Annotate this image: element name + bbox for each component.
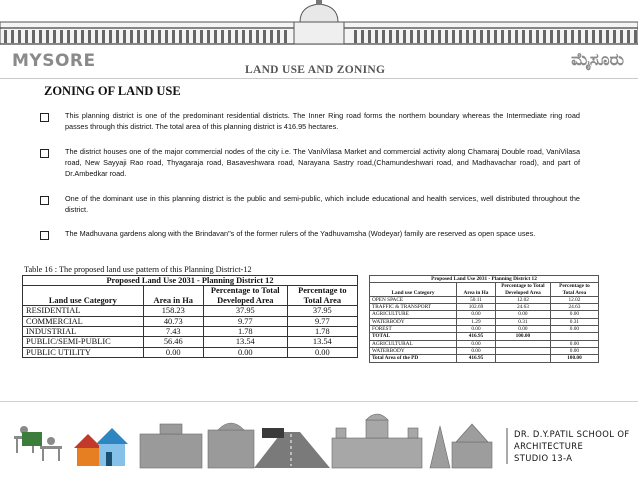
table-cell: TRAFFIC & TRANSPORT — [370, 304, 457, 311]
column-header: Percentage to Total Developed Area — [495, 283, 550, 297]
column-header: Percentage to Total Area — [550, 283, 598, 297]
baluster-post — [172, 30, 175, 43]
baluster-post — [46, 30, 49, 43]
baluster-post — [459, 30, 462, 43]
baluster-post — [95, 30, 98, 43]
baluster-post — [11, 30, 14, 43]
baluster-post — [557, 30, 560, 43]
table-cell — [550, 333, 598, 340]
table-cell: 0.00 — [550, 340, 598, 347]
baluster-post — [18, 30, 21, 43]
table-cell: 0.00 — [203, 347, 287, 357]
table-cell — [495, 355, 550, 362]
baluster-post — [529, 30, 532, 43]
bullet-text: This planning district is one of the predominant residential districts. The Inner Ring road forms the northern boundary whereas the Intermediate ring road passes through this district. The total area of this planning district is 416.95 hectares. — [65, 111, 580, 132]
table-cell: AGRICULTURAL — [370, 340, 457, 347]
table-row — [23, 347, 358, 357]
baluster-post — [53, 30, 56, 43]
baluster-post — [403, 30, 406, 43]
bullet-item — [40, 228, 580, 240]
baluster-post — [277, 30, 280, 43]
baluster-post — [242, 30, 245, 43]
baluster-post — [543, 30, 546, 43]
table-cell: 0.00 — [457, 326, 496, 333]
table-cell: 9.77 — [203, 316, 287, 326]
baluster-post — [550, 30, 553, 43]
baluster-post — [179, 30, 182, 43]
table-cell: 0.00 — [143, 347, 203, 357]
baluster-post — [130, 30, 133, 43]
baluster-post — [354, 30, 357, 43]
baluster-post — [25, 30, 28, 43]
baluster-post — [634, 30, 637, 43]
table-row — [23, 337, 358, 347]
baluster-post — [249, 30, 252, 43]
table-cell: 1.78 — [287, 327, 357, 337]
baluster-post — [158, 30, 161, 43]
baluster-post — [200, 30, 203, 43]
baluster-post — [221, 30, 224, 43]
baluster-post — [368, 30, 371, 43]
baluster-post — [578, 30, 581, 43]
baluster-post — [81, 30, 84, 43]
table-row — [370, 311, 599, 318]
table-cell: PUBLIC/SEMI-PUBLIC — [23, 337, 144, 347]
table-cell: WATERBODY — [370, 318, 457, 325]
table-cell: 9.77 — [287, 316, 357, 326]
table-cell: 40.73 — [143, 316, 203, 326]
baluster-post — [396, 30, 399, 43]
baluster-post — [501, 30, 504, 43]
table-cell: COMMERCIAL — [23, 316, 144, 326]
column-header: Percentage to Total Area — [287, 286, 357, 306]
table-cell: 0.00 — [457, 347, 496, 354]
baluster-post — [74, 30, 77, 43]
table-title: Proposed Land Use 2031 - Planning District 12 — [370, 276, 599, 283]
baluster-post — [361, 30, 364, 43]
table-cell: 13.54 — [203, 337, 287, 347]
table-cell: Total Area of the PD — [370, 355, 457, 362]
checkbox-bullet-icon — [40, 149, 49, 158]
table-cell: 0.00 — [457, 311, 496, 318]
table-cell: AGRICULTURE — [370, 311, 457, 318]
table-cell: 0.00 — [287, 347, 357, 357]
baluster-post — [193, 30, 196, 43]
baluster-post — [424, 30, 427, 43]
baluster-post — [123, 30, 126, 43]
table-row — [23, 316, 358, 326]
table-cell: 37.95 — [203, 306, 287, 316]
table-cell: 1.78 — [203, 327, 287, 337]
baluster-post — [620, 30, 623, 43]
bullet-item — [40, 110, 580, 132]
baluster-post — [235, 30, 238, 43]
table-cell: PUBLIC UTILITY — [23, 347, 144, 357]
table-cell: 12.02 — [550, 296, 598, 303]
baluster-post — [382, 30, 385, 43]
table-row — [370, 355, 599, 362]
table-title: Proposed Land Use 2031 - Planning District 12 — [23, 276, 358, 286]
table-cell: RESIDENTIAL — [23, 306, 144, 316]
header-divider — [0, 78, 638, 79]
bullet-item — [40, 146, 580, 180]
baluster-post — [60, 30, 63, 43]
table-cell: INDUSTRIAL — [23, 327, 144, 337]
table-row — [370, 347, 599, 354]
baluster-post — [487, 30, 490, 43]
table-cell: WATERBODY — [370, 347, 457, 354]
baluster-post — [613, 30, 616, 43]
baluster-post — [144, 30, 147, 43]
city-name-kannada: ಮೈಸೂರು — [571, 50, 624, 69]
table-cell: 12.02 — [495, 296, 550, 303]
checkbox-bullet-icon — [40, 196, 49, 205]
table-cell: 37.95 — [287, 306, 357, 316]
table-cell: 0.00 — [550, 311, 598, 318]
bullet-text: The district houses one of the major commercial nodes of the city i.e. The VaniVilasa Market and commercial activity along Chamaraj Double road, VaniVilasa road, New Sayyaji Rao road, Thyagaraja road, Basaveshwara road, Narayana Sastry road,(Chamundeshwari road, and Madhavachar road), and part of Dr.Ambedkar road. — [65, 147, 580, 179]
land-use-table — [22, 275, 358, 358]
baluster-post — [508, 30, 511, 43]
column-header: Percentage to Total Developed Area — [203, 286, 287, 306]
school-name-line: ARCHITECTURE — [514, 441, 584, 451]
baluster-post — [571, 30, 574, 43]
baluster-post — [67, 30, 70, 43]
baluster-post — [410, 30, 413, 43]
table-row — [370, 318, 599, 325]
table-cell: FOREST — [370, 326, 457, 333]
baluster-post — [592, 30, 595, 43]
baluster-post — [536, 30, 539, 43]
baluster-post — [270, 30, 273, 43]
table-row — [370, 326, 599, 333]
baluster-post — [564, 30, 567, 43]
baluster-post — [522, 30, 525, 43]
table-cell: TOTAL — [370, 333, 457, 340]
header-band — [0, 0, 638, 78]
baluster-post — [452, 30, 455, 43]
baluster-post — [102, 30, 105, 43]
studio-line: STUDIO 13-A — [514, 453, 573, 463]
baluster-post — [480, 30, 483, 43]
table-cell: 24.63 — [495, 304, 550, 311]
land-use-table-continued — [369, 275, 599, 363]
page-heading: ZONING OF LAND USE — [44, 84, 181, 98]
baluster-post — [165, 30, 168, 43]
baluster-post — [39, 30, 42, 43]
table-cell: 0.00 — [495, 311, 550, 318]
table-cell: OPEN SPACE — [370, 296, 457, 303]
baluster-post — [137, 30, 140, 43]
baluster-post — [473, 30, 476, 43]
column-header: Area in Ha — [143, 286, 203, 306]
baluster-post — [109, 30, 112, 43]
school-name-line: DR. D.Y.PATIL SCHOOL OF — [514, 429, 630, 439]
section-title: LAND USE AND ZONING — [245, 64, 386, 76]
baluster-post — [32, 30, 35, 43]
table-cell: 1.29 — [457, 318, 496, 325]
table-cell: 0.00 — [495, 326, 550, 333]
baluster-post — [207, 30, 210, 43]
table-row — [23, 306, 358, 316]
table-cell: 0.31 — [495, 318, 550, 325]
baluster-post — [445, 30, 448, 43]
baluster-post — [284, 30, 287, 43]
table-cell: 416.95 — [457, 333, 496, 340]
baluster-post — [627, 30, 630, 43]
table-cell: 0.00 — [550, 326, 598, 333]
table-cell: 0.31 — [550, 318, 598, 325]
baluster-post — [186, 30, 189, 43]
baluster-post — [494, 30, 497, 43]
baluster-post — [88, 30, 91, 43]
table-row — [370, 340, 599, 347]
baluster-post — [214, 30, 217, 43]
table-cell — [495, 347, 550, 354]
baluster-post — [4, 30, 7, 43]
checkbox-bullet-icon — [40, 113, 49, 122]
column-header: Land use Category — [370, 283, 457, 297]
baluster-post — [431, 30, 434, 43]
table-cell: 50.11 — [457, 296, 496, 303]
baluster-post — [515, 30, 518, 43]
baluster-post — [389, 30, 392, 43]
table-cell: 100.00 — [495, 333, 550, 340]
bullet-text: One of the dominant use in this planning district is the public and semi-public, which include educational and health services, well distributed throughout the district. — [65, 194, 580, 215]
table-caption: Table 16 : The proposed land use pattern of this Planning District-12 — [24, 265, 252, 274]
table-row — [370, 333, 599, 340]
table-cell: 0.00 — [550, 347, 598, 354]
school-credit — [506, 428, 638, 464]
table-row — [370, 304, 599, 311]
baluster-post — [116, 30, 119, 43]
checkbox-bullet-icon — [40, 231, 49, 240]
table-cell: 13.54 — [287, 337, 357, 347]
baluster-post — [151, 30, 154, 43]
table-cell: 100.00 — [550, 355, 598, 362]
table-row — [370, 296, 599, 303]
table-cell: 0.00 — [457, 340, 496, 347]
baluster-post — [417, 30, 420, 43]
column-header: Area in Ha — [457, 283, 496, 297]
baluster-post — [466, 30, 469, 43]
palace-skyline-illustration — [0, 0, 638, 50]
baluster-post — [438, 30, 441, 43]
baluster-post — [228, 30, 231, 43]
table-cell: 56.46 — [143, 337, 203, 347]
baluster-post — [256, 30, 259, 43]
column-header: Land use Category — [23, 286, 144, 306]
table-cell: 24.63 — [550, 304, 598, 311]
baluster-post — [585, 30, 588, 43]
baluster-post — [599, 30, 602, 43]
table-cell: 158.23 — [143, 306, 203, 316]
table-cell: 7.43 — [143, 327, 203, 337]
baluster-post — [375, 30, 378, 43]
table-cell: 416.95 — [457, 355, 496, 362]
baluster-post — [606, 30, 609, 43]
baluster-post — [263, 30, 266, 43]
table-row — [23, 327, 358, 337]
bullet-item — [40, 193, 580, 215]
table-cell: 102.69 — [457, 304, 496, 311]
table-cell — [495, 340, 550, 347]
bullet-text: The Madhuvana gardens along with the Brindavan"s of the former rulers of the Yadhuvamsha (Wodeyar) family are reserved as open space uses. — [65, 229, 536, 238]
city-name-english: MYSORE — [12, 51, 96, 71]
